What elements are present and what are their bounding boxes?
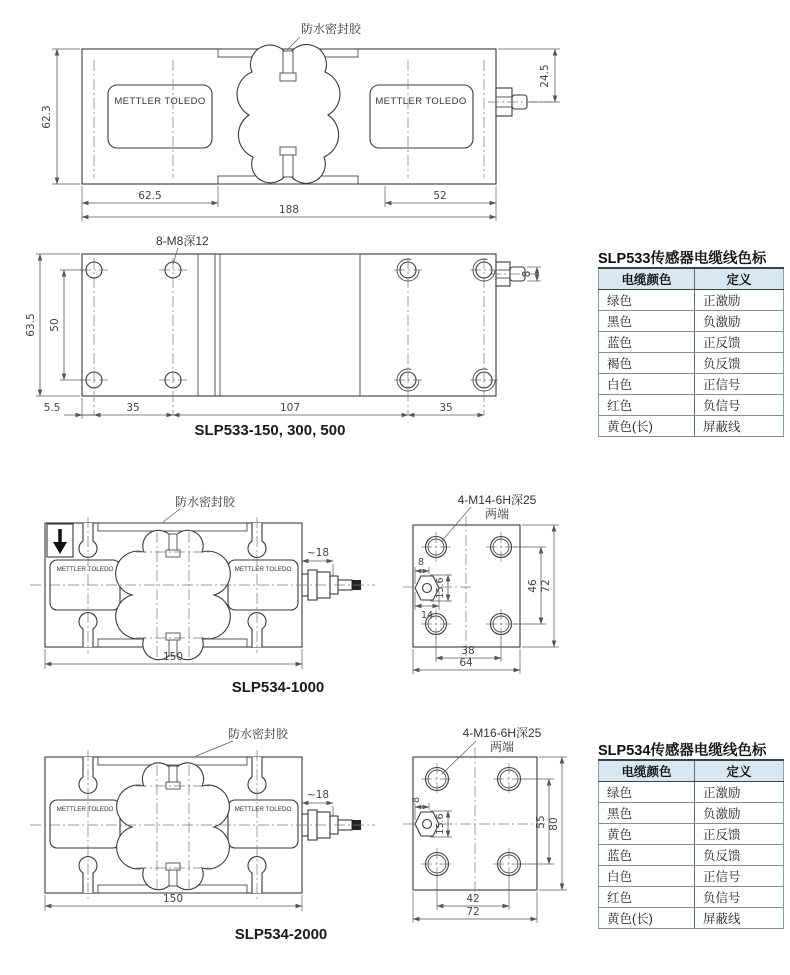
cable-color: 红色 [599, 887, 695, 908]
slp534-1000-end-view-drawing [403, 493, 559, 674]
slp534-cable-table [598, 739, 784, 929]
column-header-color: 电缆颜色 [599, 268, 695, 290]
cable-color: 蓝色 [599, 845, 695, 866]
table-row [599, 866, 784, 887]
cable-color: 黄色 [599, 824, 695, 845]
cable-color: 黄色(长) [599, 908, 695, 929]
cable-definition: 负激励 [694, 803, 783, 824]
dim-label-hex-8: 8 [417, 557, 425, 568]
dim-label-24-5: 24.5 [539, 64, 551, 88]
dim-label-62-5: 62.5 [138, 190, 162, 202]
dim-label-8: 8 [521, 270, 533, 278]
cable-color: 绿色 [599, 290, 695, 311]
dim-label-150: 150 [162, 893, 184, 905]
slp533-side-view-drawing [41, 21, 560, 221]
cable-definition: 正反馈 [694, 824, 783, 845]
dim-label-35-left: 35 [126, 402, 140, 414]
hole-spec-label: 4-M14-6H深25 [457, 493, 537, 507]
dim-label-62-3: 62.3 [41, 105, 53, 129]
cable-definition: 负信号 [694, 887, 783, 908]
hole-spec-label: 8-M8深12 [156, 234, 209, 248]
cable-color: 绿色 [599, 782, 695, 803]
cable-color: 蓝色 [599, 332, 695, 353]
slp533-cable-table [598, 247, 784, 437]
hole-spec-label2: 两端 [484, 507, 510, 521]
cable-color: 白色 [599, 866, 695, 887]
dim-label-35-right: 35 [439, 402, 453, 414]
cable-color: 白色 [599, 374, 695, 395]
hole-spec-label2: 两端 [489, 740, 515, 754]
cable-definition: 屏蔽线 [694, 908, 783, 929]
seal-label: 防水密封胶 [174, 495, 236, 509]
brand-label: METTLER TOLEDO [375, 96, 467, 107]
cable-color: 褐色 [599, 353, 695, 374]
dim-label-64: 64 [459, 657, 473, 669]
dim-label-188: 188 [278, 204, 300, 216]
cable-color: 红色 [599, 395, 695, 416]
dim-label-63-5: 63.5 [25, 313, 37, 337]
brand-label: METTLER TOLEDO [234, 806, 292, 813]
dim-label-55: 55 [535, 815, 547, 829]
slp534-1000-side-view-drawing [30, 494, 375, 696]
cable-color: 黑色 [599, 803, 695, 824]
cable-definition: 正信号 [694, 374, 783, 395]
dim-label-46: 46 [527, 579, 539, 593]
slp534-2000-side-view-drawing [30, 726, 375, 943]
cable-definition: 正激励 [694, 782, 783, 803]
column-header-definition: 定义 [694, 760, 783, 782]
caption-slp534-1000: SLP534-1000 [231, 679, 325, 696]
table-row [599, 782, 784, 803]
table-row [599, 908, 784, 929]
dim-label-50: 50 [49, 318, 61, 332]
cable-definition: 正信号 [694, 866, 783, 887]
cable-definition: 负反馈 [694, 353, 783, 374]
dim-label-18: ~18 [306, 547, 330, 559]
table-title: SLP533传感器电缆线色标 [598, 251, 767, 267]
cable-definition: 正激励 [694, 290, 783, 311]
dim-label-15-6: 15.6 [435, 577, 446, 599]
dim-label-42: 42 [466, 893, 480, 905]
cable-definition: 负反馈 [694, 845, 783, 866]
dim-label-18: ~18 [306, 789, 330, 801]
cable-color: 黄色(长) [599, 416, 695, 437]
dim-label-72: 72 [466, 906, 480, 918]
table-row [599, 395, 784, 416]
table-title: SLP534传感器电缆线色标 [598, 743, 767, 759]
slp534-2000-end-view-drawing [403, 726, 567, 923]
brand-label: METTLER TOLEDO [56, 806, 114, 813]
table-row [599, 374, 784, 395]
table-row [599, 887, 784, 908]
table-row [599, 332, 784, 353]
caption-slp533: SLP533-150, 300, 500 [194, 422, 346, 439]
cable-definition: 屏蔽线 [694, 416, 783, 437]
seal-label: 防水密封胶 [300, 22, 362, 36]
dim-label-38: 38 [461, 645, 475, 657]
dim-label-107: 107 [279, 402, 301, 414]
table-row [599, 416, 784, 437]
slp533-top-view-drawing [25, 234, 541, 439]
dim-label-52: 52 [433, 190, 447, 202]
table-row [599, 353, 784, 374]
dim-label-14: 14 [420, 610, 434, 621]
cable-definition: 负信号 [694, 395, 783, 416]
dim-label-5-5: 5.5 [43, 402, 61, 414]
table-row [599, 311, 784, 332]
table-row [599, 803, 784, 824]
dim-label-15-6: 15.6 [435, 813, 446, 835]
brand-label: METTLER TOLEDO [234, 566, 292, 573]
cable-definition: 正反馈 [694, 332, 783, 353]
seal-label: 防水密封胶 [227, 727, 289, 741]
hole-spec-label: 4-M16-6H深25 [462, 726, 542, 740]
table-row [599, 824, 784, 845]
cable-definition: 负激励 [694, 311, 783, 332]
caption-slp534-2000: SLP534-2000 [234, 926, 328, 943]
cable-color: 黑色 [599, 311, 695, 332]
dim-label-80: 80 [548, 817, 560, 831]
column-header-definition: 定义 [694, 268, 783, 290]
table-row [599, 290, 784, 311]
table-row [599, 845, 784, 866]
brand-label: METTLER TOLEDO [56, 566, 114, 573]
brand-label: METTLER TOLEDO [114, 96, 206, 107]
column-header-color: 电缆颜色 [599, 760, 695, 782]
dim-label-72: 72 [540, 579, 552, 593]
dim-label-150: 150 [162, 651, 184, 663]
dim-label-hex-8: 8 [411, 796, 422, 804]
